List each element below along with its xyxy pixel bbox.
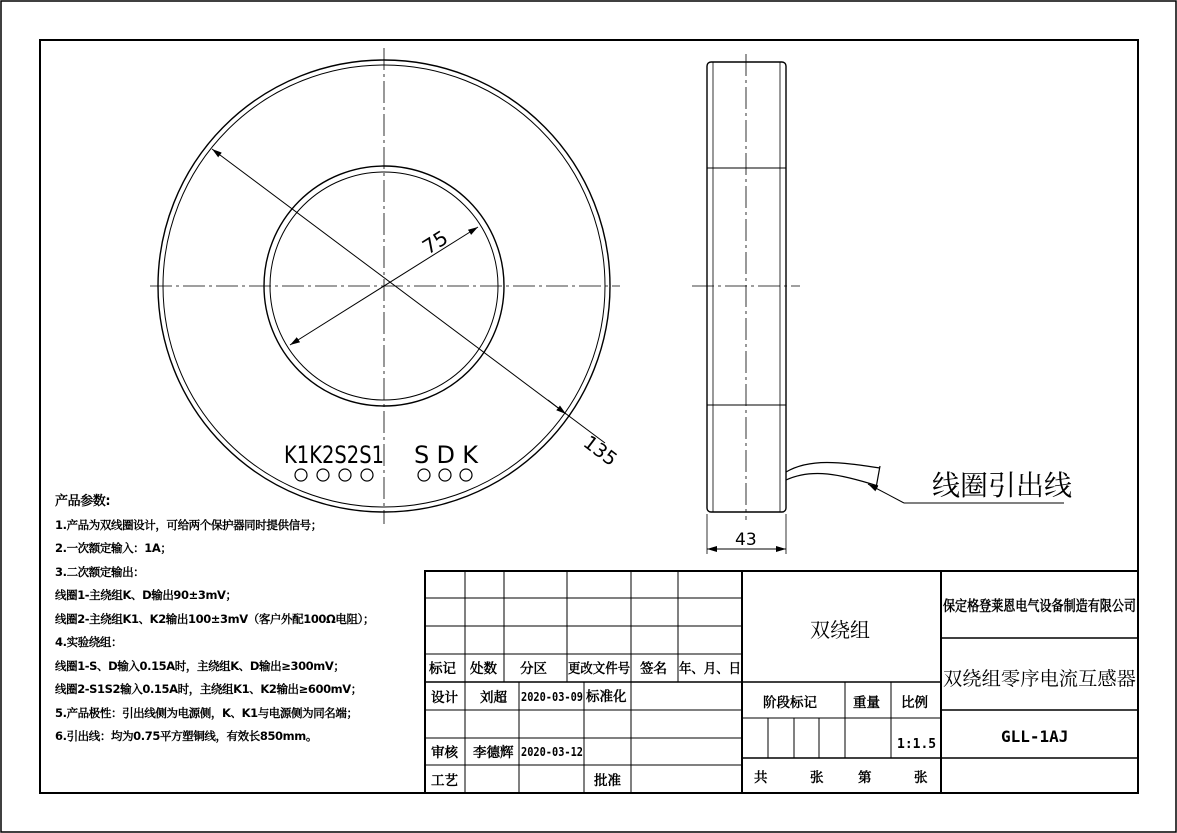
design-label: 设计 (431, 690, 458, 706)
terminal-k (460, 469, 472, 481)
review-date: 2020-03-12 (521, 745, 583, 759)
notes-line-8: 线圈2-S1S2输入0.15A时，主绕组K1、K2输出≥600mV； (55, 682, 362, 696)
header-signature: 签名 (640, 661, 667, 677)
lead-wire-end (876, 466, 880, 488)
terminal-s2 (339, 469, 351, 481)
winding-title: 双绕组 (810, 618, 870, 642)
design-date: 2020-03-09 (521, 690, 583, 704)
scale-label: 比例 (901, 695, 928, 711)
reviewer-name: 李德辉 (473, 745, 514, 761)
side-body (707, 62, 786, 512)
approve-label: 批准 (594, 773, 621, 789)
notes-line-6: 4.实验绕组： (55, 635, 123, 649)
outer-diameter-dim-line (212, 149, 605, 443)
notes-line-3: 3.二次额定输出： (55, 564, 145, 579)
process-label: 工艺 (431, 773, 458, 789)
terminal-k1 (295, 469, 307, 481)
terminal-d (439, 469, 451, 481)
lead-wire-top (786, 463, 880, 473)
weight-label: 重量 (853, 695, 880, 711)
header-zone: 分区 (520, 661, 547, 677)
company-name: 保定格登莱恩电气设备制造有限公司 (943, 599, 1175, 615)
thickness-label: 43 (735, 530, 757, 550)
header-date: 年、月、日 (679, 661, 747, 677)
header-mark: 标记 (429, 661, 456, 677)
outer-diameter-label: 135 (578, 431, 622, 471)
sheet-label: 张 (914, 770, 928, 786)
notes-line-2: 2.一次额定输入：1A； (55, 541, 172, 555)
front-view (150, 48, 621, 524)
terminal-labels-right: S D K (414, 441, 478, 469)
inner-diameter-label: 75 (417, 225, 453, 260)
product-name: 双绕组零序电流互感器 (943, 668, 1134, 690)
model-number: GLL-1AJ (1001, 727, 1069, 746)
header-count: 处数 (470, 661, 497, 677)
notes-line-9: 5.产品极性：引出线侧为电源侧，K、K1与电源侧为同名端； (55, 705, 358, 720)
sheet-no-label: 第 (858, 770, 872, 786)
sheets-label: 张 (810, 770, 824, 786)
outer-diameter-arrow (548, 400, 566, 414)
side-view (692, 54, 1072, 554)
terminal-s1 (361, 469, 373, 481)
notes-line-4: 线圈1-主绕组K、D输出90±3mV； (55, 588, 237, 602)
terminal-labels-left: K1K2S2S1 (284, 441, 384, 469)
review-label: 审核 (431, 745, 458, 761)
product-notes (55, 490, 425, 749)
notes-line-1: 1.产品为双线圈设计，可给两个保护器同时提供信号； (55, 517, 322, 532)
terminal-s (418, 469, 430, 481)
lead-label: 线圈引出线 (932, 469, 1073, 502)
header-change-doc: 更改文件号 (568, 661, 636, 677)
lead-leader-line (868, 484, 904, 503)
notes-line-7: 线圈1-S、D输入0.15A时，主绕组K、D输出≥300mV； (55, 658, 345, 673)
notes-line-10: 6.引出线：均为0.75平方塑铜线，有效长850mm。 (55, 729, 317, 743)
lead-wire-bottom (786, 473, 878, 486)
notes-title: 产品参数: (55, 494, 111, 509)
total-label: 共 (754, 770, 768, 786)
standardize-label: 标准化 (586, 689, 627, 705)
stage-label: 阶段标记 (763, 695, 817, 711)
scale-value: 1:1.5 (897, 737, 937, 752)
terminal-k2 (317, 469, 329, 481)
notes-line-5: 线圈2-主绕组K1、K2输出100±3mV（客户外配100Ω电阻）； (55, 611, 375, 626)
designer-name: 刘超 (480, 690, 507, 706)
